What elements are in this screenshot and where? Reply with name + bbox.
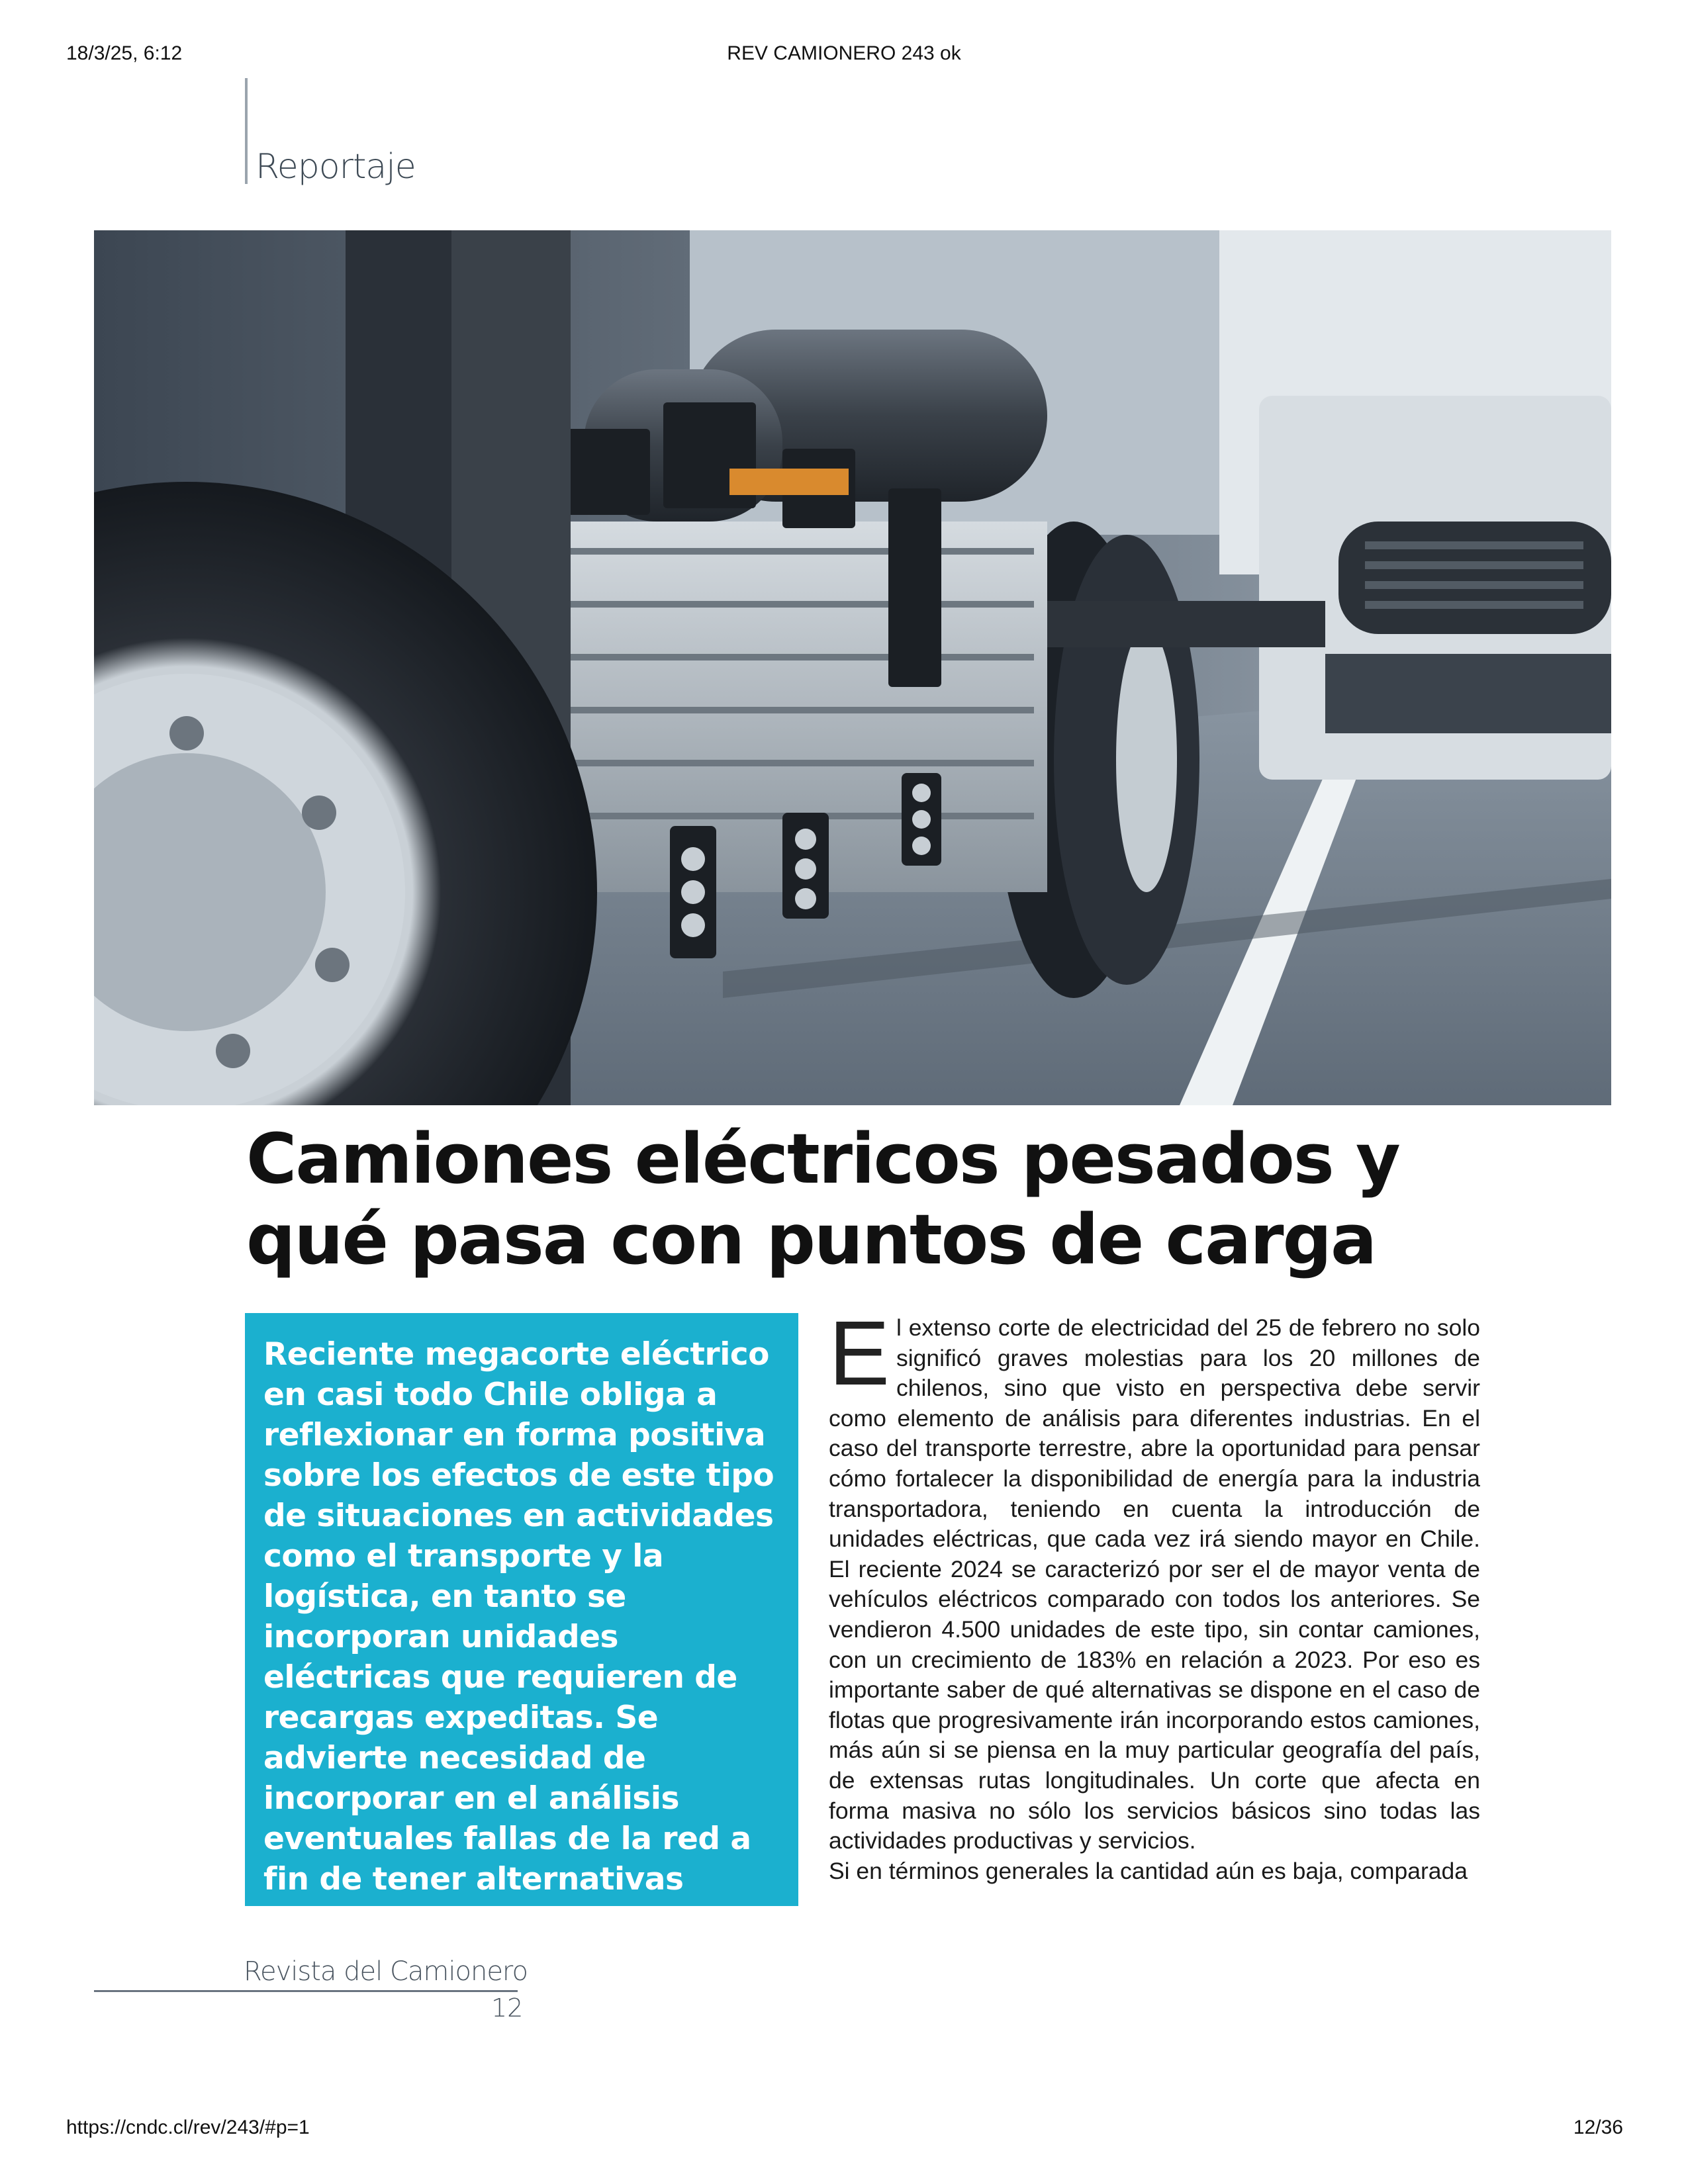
body-paragraph: Si en términos generales la cantidad aún es baja, comparada bbox=[829, 1857, 1468, 1884]
hero-photo-electric-truck bbox=[94, 230, 1611, 1105]
print-date: 18/3/25, 6:12 bbox=[66, 42, 183, 64]
article-body bbox=[829, 1302, 1480, 1886]
magazine-footer-rule bbox=[94, 1990, 518, 1992]
magazine-page-number: 12 bbox=[491, 1993, 524, 2023]
lead-box bbox=[245, 1313, 798, 1938]
body-paragraph bbox=[829, 1302, 1480, 1856]
print-url[interactable]: https://cndc.cl/rev/243/#p=1 bbox=[66, 2116, 310, 2138]
print-footer bbox=[0, 2116, 1688, 2143]
lead-text: Reciente megacorte eléctrico en casi todo Chile obliga a reflexionar en forma positiva sobre los efectos de este tipo de situaciones en actividades como el transporte y la logística, en tanto se incorporan unidades eléctricas que requieren de recargas expeditas. Se advierte necesidad de incorporar en el análisis eventuales fallas de la red a fin de tener alternativas resilientes para la industria. bbox=[263, 1336, 774, 1938]
magazine-name: Revista del Camionero bbox=[244, 1956, 528, 1987]
article-headline: Camiones eléctricos pesados y qué pasa con puntos de carga bbox=[246, 1118, 1399, 1280]
section-rule bbox=[245, 78, 248, 184]
print-title: REV CAMIONERO 243 ok bbox=[727, 42, 961, 64]
print-header bbox=[0, 42, 1688, 69]
section-label: Reportaje bbox=[256, 147, 416, 187]
print-page-count: 12/36 bbox=[1573, 2116, 1623, 2138]
body-paragraph-text: l extenso corte de electricidad del 25 de febrero no solo significó graves molestias para los 20 millones de chilenos, sino que visto en perspectiva debe servir como elemento de análisis para diferentes industrias. En el caso del transporte terrestre, abre la oportunidad para pensar cómo fortalecer la disponibilidad de energía para la industria transportadora, teniendo en cuenta la introducción de unidades eléctricas, que cada vez irá siendo mayor en Chile. El reciente 2024 se caracterizó por ser el de mayor venta de vehículos eléctricos comparado con todos los anteriores. Se vendieron 4.500 unidades de este tipo, sin contar camiones, con un crecimiento de 183% en relación a 2023. Por eso es importante saber de qué alternativas se dispone en el caso de flotas que progresivamente irán incorporando estos camiones, más aún si se piensa en la muy particular geografía del país, de extensas rutas longitudinales. Un corte que afecta en forma masiva no sólo los servicios básicos sino todas las actividades productivas y servicios. bbox=[829, 1314, 1480, 1854]
drop-cap: E bbox=[829, 1302, 890, 1404]
